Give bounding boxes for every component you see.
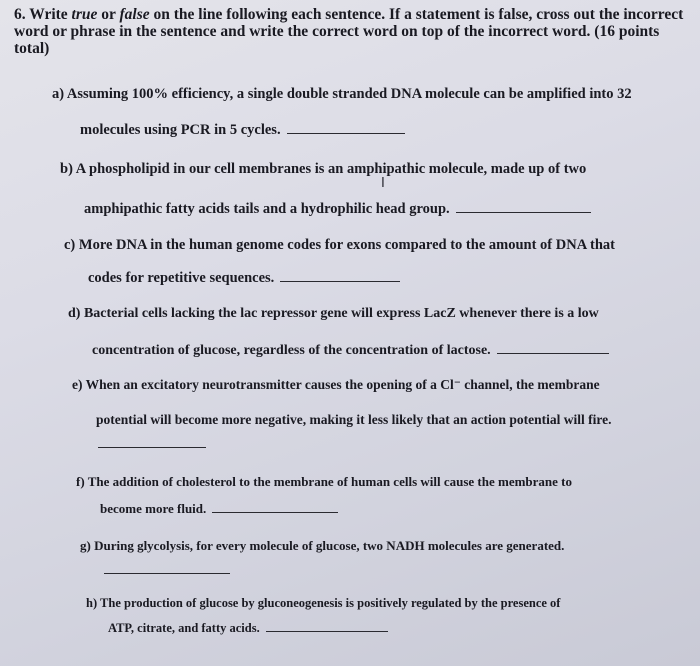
question-d-line1 xyxy=(68,305,599,322)
question-b-line2 xyxy=(84,201,591,218)
question-a-text2: molecules using PCR in 5 cycles. xyxy=(80,122,281,138)
question-g-letter: g) xyxy=(80,538,91,553)
question-c-text1: More DNA in the human genome codes for exons compared to the amount of DNA that xyxy=(78,237,615,253)
question-h-text2: ATP, citrate, and fatty acids. xyxy=(108,621,260,635)
question-g-line1 xyxy=(80,537,564,554)
question-c-line2 xyxy=(88,270,400,287)
question-f-text1: The addition of cholesterol to the membrane of human cells will cause the membrane to xyxy=(87,474,573,489)
question-c-text2: codes for repetitive sequences. xyxy=(88,270,275,286)
question-f-text2: become more fluid. xyxy=(100,501,207,516)
text-cursor-icon: I xyxy=(381,176,385,191)
question-b-text2: amphipathic fatty acids tails and a hydrophilic head group. xyxy=(84,201,450,217)
question-d-letter: d) xyxy=(68,306,81,321)
answer-blank-e[interactable] xyxy=(98,446,206,448)
question-b-letter: b) xyxy=(60,161,73,177)
question-e-text1: When an excitatory neurotransmitter causes the opening of a Cl⁻ channel, the membrane xyxy=(85,377,600,392)
question-a-letter: a) xyxy=(52,86,65,102)
question-b-text1: A phospholipid in our cell membranes is an amphipathic molecule, made up of two xyxy=(75,161,587,177)
question-f-line2 xyxy=(100,500,338,517)
answer-blank-g[interactable] xyxy=(104,572,230,574)
question-e-letter: e) xyxy=(72,377,83,392)
answer-blank-f[interactable] xyxy=(212,511,338,513)
question-f-line1 xyxy=(76,473,572,490)
question-e-text2: potential will become more negative, making it less likely that an action potential will fire. xyxy=(96,412,612,427)
answer-blank-b[interactable] xyxy=(456,211,591,213)
question-g-text1: During glycolysis, for every molecule of glucose, two NADH molecules are generated. xyxy=(94,538,565,553)
question-6-instructions: 6. Write true or false on the line following each sentence. If a statement is false, cross out the incorrect word or phrase in the sentence and write the correct word on top of the incorrect word. (16 points total) xyxy=(14,6,684,57)
question-d-line2 xyxy=(92,342,609,359)
answer-blank-h[interactable] xyxy=(266,630,388,632)
question-e-line1 xyxy=(72,376,600,393)
question-h-letter: h) xyxy=(86,596,98,610)
question-c-letter: c) xyxy=(64,237,76,253)
question-d-text2: concentration of glucose, regardless of the concentration of lactose. xyxy=(92,343,491,358)
question-c-line1 xyxy=(64,237,615,254)
answer-blank-a[interactable] xyxy=(287,132,405,134)
question-a-text1: Assuming 100% efficiency, a single double stranded DNA molecule can be amplified into 32 xyxy=(66,86,632,102)
question-h-line1 xyxy=(86,595,560,612)
question-a-line2 xyxy=(80,122,405,139)
question-h-text1: The production of glucose by gluconeogenesis is positively regulated by the presence of xyxy=(100,596,561,610)
question-f-letter: f) xyxy=(76,474,85,489)
question-h-line2 xyxy=(108,620,388,637)
question-b-line1 xyxy=(60,161,586,178)
answer-blank-d[interactable] xyxy=(497,352,609,354)
question-a-line1 xyxy=(52,86,632,103)
question-e-line2 xyxy=(96,411,611,428)
answer-blank-c[interactable] xyxy=(280,280,400,282)
question-d-text1: Bacterial cells lacking the lac repressor gene will express LacZ whenever there is a low xyxy=(83,306,599,321)
